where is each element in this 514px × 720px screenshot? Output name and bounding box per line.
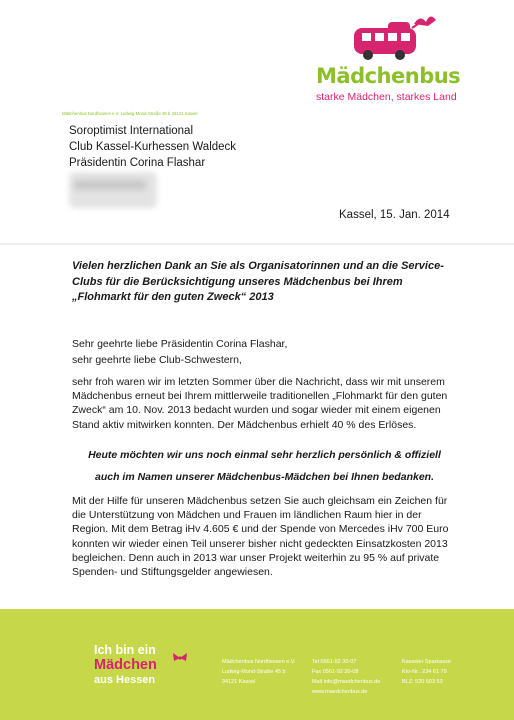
highlight-line: Heute möchten wir uns noch einmal sehr herzlich persönlich & offiziell bbox=[88, 449, 441, 461]
footer-address-line: Ludwig-Mond-Straße 45 b bbox=[222, 669, 286, 675]
footer-address bbox=[222, 657, 296, 687]
recipient-line: Club Kassel-Kurhessen Waldeck bbox=[69, 141, 237, 153]
letter-date: Kassel, 15. Jan. 2014 bbox=[339, 209, 450, 221]
footer-contact-line: Tel 0561-92 30-07 bbox=[312, 659, 357, 665]
salutation bbox=[72, 336, 287, 368]
body-paragraph: Mit der Hilfe für unseren Mädchenbus setzen Sie auch gleichsam ein Zeichen für die Unterstützung von Mädchen und Frauen im ländlichen Raum hier in der Region. Mit dem Betrag iHv 4.605 € und der Spende von Mercedes iHv 700 Euro konnten wir wieder einen Teil unserer bisher nicht gedeckten Einsatzkosten 2013 begleichen. Denn auch in 2013 war unser Projekt weiterhin zu 95 % auf private Spenden- und Stiftungsgelder angewiesen. bbox=[72, 495, 449, 579]
recipient-address bbox=[69, 123, 236, 171]
footer-address-line: Mädchenbus Nordhessen e.V. bbox=[222, 659, 296, 665]
footer-contact-line: Mail info@maedchenbus.de bbox=[312, 679, 381, 685]
footer-bank-line: Kto-Nr.: 234 61 79 bbox=[402, 669, 447, 675]
brand-logo bbox=[312, 12, 472, 102]
footer-bank-line: Kasseler Sparkasse bbox=[402, 659, 451, 665]
footer-logo-line: Mädchen bbox=[94, 657, 157, 673]
brand-tagline: starke Mädchen, starkes Land bbox=[316, 91, 457, 103]
recipient-line: Soroptimist International bbox=[69, 125, 194, 137]
salutation-line: sehr geehrte liebe Club-Schwestern, bbox=[72, 354, 242, 366]
footer-contact-line: Fax 0561-92 30-08 bbox=[312, 669, 359, 675]
highlight-thanks bbox=[72, 444, 457, 488]
footer-bank bbox=[402, 657, 451, 687]
footer-logo bbox=[94, 643, 157, 688]
footer-contact bbox=[312, 657, 380, 687]
footer-logo-line: Ich bin ein bbox=[94, 643, 156, 657]
footer-logo-line: aus Hessen bbox=[94, 674, 156, 686]
recipient-line: Präsidentin Corina Flashar bbox=[69, 157, 206, 169]
body-paragraph: sehr froh waren wir im letzten Sommer über die Nachricht, dass wir mit unserem Mädchenbus erneut bei Ihrem mittlerweile traditionellen „Flohmarkt für den guten Zweck“ am 10. Nov. 2013 bedacht wurden und sogar wieder mit einem eigenen Stand aktiv mitwirken konnten. Der Mädchenbus erhielt 40 % des Erlöses. bbox=[72, 376, 448, 431]
brand-name: Mädchenbus bbox=[316, 64, 461, 88]
sender-address-line: Mädchenbus Nordhessen e.V. Ludwig-Mond-Straße 45 b 34121 Kassel bbox=[62, 111, 198, 116]
salutation-line: Sehr geehrte liebe Präsidentin Corina Flashar, bbox=[72, 338, 288, 350]
footer-bank-line: BLZ: 520 503 53 bbox=[402, 679, 443, 685]
footer-address-line: 34121 Kassel bbox=[222, 679, 256, 685]
fold-line bbox=[0, 243, 514, 245]
bus-icon bbox=[348, 12, 440, 62]
footer-website: www.maedchenbus.de bbox=[312, 689, 368, 695]
bow-icon bbox=[172, 652, 188, 664]
redacted-address-line bbox=[74, 180, 146, 190]
highlight-line: auch im Namen unserer Mädchenbus-Mädchen bei Ihnen bedanken. bbox=[95, 471, 434, 483]
redacted-address bbox=[69, 172, 157, 208]
letter-intro: Vielen herzlichen Dank an Sie als Organisatorinnen und an die Service-Clubs für die Berücksichtigung unseres Mädchenbus bei Ihrem „Flohmarkt für den guten Zweck“ 2013 bbox=[72, 260, 444, 303]
